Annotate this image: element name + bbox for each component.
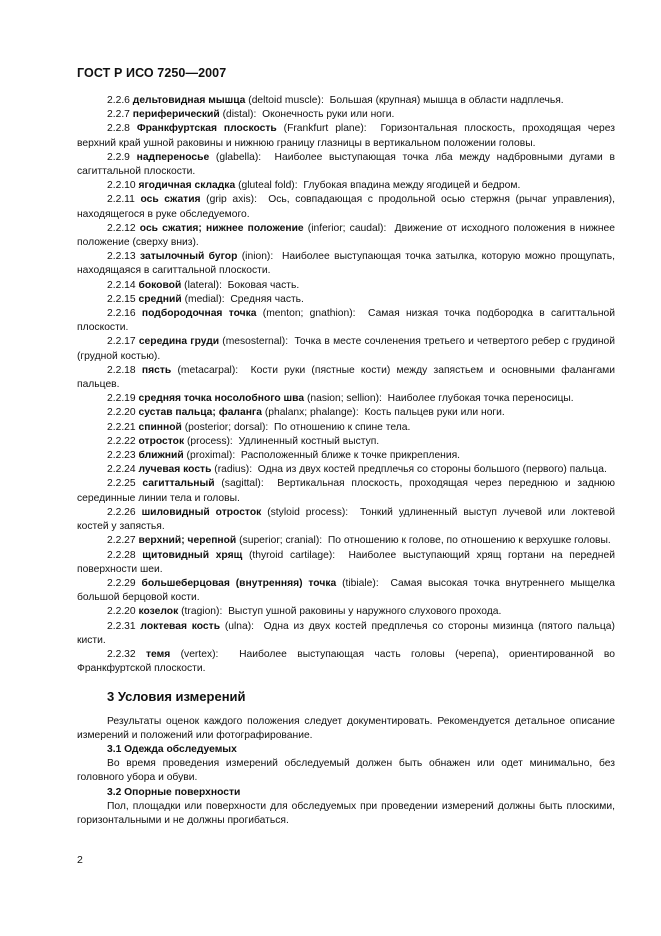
definition-text: Оконечность руки или ноги.: [262, 109, 395, 121]
definition-item: [77, 506, 615, 534]
definition-term: лучевая кость: [138, 464, 212, 476]
definition-english: (menton; gnathion):: [262, 308, 356, 320]
definition-item: [77, 108, 615, 122]
definition-text: Выступ ушной раковины у наружного слухового прохода.: [228, 606, 502, 618]
definition-text: Самая высокая точка внутреннего мыщелка большой берцовой кости.: [77, 577, 615, 604]
definition-number: 2.2.28: [107, 549, 136, 561]
definition-number: 2.2.18: [107, 364, 136, 376]
definition-number: 2.2.27: [107, 535, 136, 547]
definition-item: [77, 364, 615, 392]
definition-text: Большая (крупная) мышца в области надплечья.: [329, 95, 564, 106]
definition-item: [77, 94, 615, 108]
definition-term: ягодичная складка: [138, 180, 236, 192]
definition-english: (Frankfurt plane):: [283, 123, 367, 135]
definition-number: 2.2.24: [107, 464, 136, 476]
definition-english: (grip axis):: [206, 194, 257, 206]
definition-term: средняя точка носолобного шва: [138, 393, 305, 405]
definition-number: 2.2.26: [107, 506, 136, 518]
document-body: [77, 94, 615, 828]
definition-number: 2.2.31: [107, 620, 136, 632]
definition-item: [77, 335, 615, 363]
definition-text: Тонкий удлиненный выступ лучевой или локтевой костей у запястья.: [77, 506, 615, 533]
definition-text: Движение от исходного положения в нижнее положение (сверху вниз).: [77, 222, 616, 249]
definition-text: Боковая часть.: [227, 279, 300, 291]
definition-text: Наиболее выступающая точка лба между надбровными дугами в сагиттальной плоскости.: [77, 151, 615, 178]
subsection-3-1-title: 3.1 Одежда обследуемых: [107, 743, 237, 755]
definition-text: Вертикальная плоскость, проходящая через переднюю и заднюю серединные линии тела и головы.: [77, 478, 615, 504]
definition-number: 2.2.22: [107, 435, 136, 447]
definition-english: (gluteal fold):: [238, 180, 298, 192]
definition-term: надпереносье: [136, 151, 210, 163]
subsection-3-2-title: 3.2 Опорные поверхности: [107, 786, 241, 798]
definition-english: (styloid process):: [267, 506, 349, 518]
definition-english: (ulna):: [224, 620, 254, 632]
definition-term: верхний; черепной: [138, 535, 237, 547]
definition-item: [77, 193, 615, 221]
definition-item: [77, 122, 615, 150]
definition-item: [77, 435, 615, 449]
definition-text: Наиболее выступающая часть головы (черепа), ориентированной во Франкфуртской плоскости.: [77, 648, 615, 675]
definition-text: Одна из двух костей предплечья со стороны мизинца (пятого пальца) кисти.: [77, 620, 615, 646]
definition-number: 2.2.12: [107, 222, 136, 234]
definition-english: (lateral):: [184, 279, 222, 291]
definition-term: боковой: [138, 279, 182, 291]
definition-term: средний: [138, 293, 182, 305]
definition-english: (deltoid muscle):: [248, 95, 324, 106]
definition-text: Наиболее выступающая точка затылка, которую можно прощупать, находящаяся в сагиттальной плоскости.: [77, 251, 615, 277]
definition-english: (inferior; caudal):: [307, 222, 387, 234]
definition-number: 2.2.7: [107, 109, 130, 121]
definition-text: Глубокая впадина между ягодицей и бедром.: [303, 180, 521, 192]
definition-number: 2.2.25: [107, 478, 136, 490]
definition-item: [77, 477, 615, 505]
definition-term: большеберцовая (внутренняя) точка: [141, 577, 337, 589]
definition-term: периферический: [132, 109, 220, 121]
definition-number: 2.2.32: [107, 648, 136, 660]
definition-text: Горизонтальная плоскость, проходящая через верхний край ушной раковины и нижнюю границу глазницы в вертикальном положении головы.: [77, 123, 615, 149]
definition-text: Самая низкая точка подбородка в сагиттальной плоскости.: [77, 308, 615, 334]
definition-item: [77, 179, 615, 193]
definition-text: По отношению к спине тела.: [274, 421, 411, 433]
definition-item: [77, 620, 615, 648]
definition-text: Кость пальцев руки или ноги.: [364, 407, 505, 419]
definition-item: [77, 293, 615, 307]
section-3-title: 3 Условия измерений: [107, 689, 246, 705]
definition-term: пясть: [141, 364, 172, 376]
definition-number: 2.2.19: [107, 393, 136, 405]
definition-number: 2.2.13: [107, 251, 136, 263]
definition-number: 2.2.21: [107, 421, 136, 433]
definition-english: (proximal):: [186, 450, 236, 462]
definition-term: затылочный бугор: [140, 251, 238, 263]
definition-item: [77, 605, 615, 619]
definition-term: щитовидный хрящ: [142, 549, 243, 561]
definition-english: (glabella):: [215, 151, 262, 163]
definition-text: Одна из двух костей предплечья со стороны большого (первого) пальца.: [257, 464, 607, 476]
definition-english: (sagittal):: [221, 478, 264, 490]
definition-term: темя: [146, 648, 171, 660]
definition-term: ось сжатия: [140, 194, 201, 206]
definition-term: середина груди: [138, 336, 220, 348]
definition-item: [77, 648, 615, 676]
definition-item: [77, 406, 615, 420]
definition-text: Наиболее глубокая точка переносицы.: [387, 393, 574, 405]
definition-english: (process):: [187, 435, 233, 447]
definition-item: [77, 279, 615, 293]
definition-item: [77, 392, 615, 406]
definition-text: Удлиненный костный выступ.: [238, 435, 380, 447]
definition-item: [77, 222, 615, 250]
definition-text: По отношению к голове, по отношению к верхушке головы.: [327, 535, 611, 547]
definition-term: шиловидный отросток: [141, 506, 262, 518]
definition-english: (vertex):: [180, 648, 219, 660]
definition-item: [77, 534, 615, 548]
definition-english: (superior; cranial):: [239, 535, 323, 547]
definition-text: Наиболее выступающий хрящ гортани на передней поверхности шеи.: [77, 549, 615, 575]
definition-item: [77, 421, 615, 435]
definition-english: (tragion):: [181, 606, 223, 618]
definition-english: (mesosternal):: [222, 336, 289, 348]
definition-term: локтевая кость: [140, 620, 221, 632]
page-number: 2: [77, 854, 83, 866]
definition-item: [77, 449, 615, 463]
definition-text: Расположенный ближе к точке прикрепления.: [240, 450, 461, 462]
definition-english: (distal):: [222, 109, 257, 121]
definition-english: (phalanx; phalange):: [264, 407, 359, 419]
definition-number: 2.2.29: [107, 577, 136, 589]
definition-english: (posterior; dorsal):: [184, 421, 269, 433]
definition-item: [77, 250, 615, 278]
definition-term: ближний: [138, 450, 184, 462]
definition-number: 2.2.23: [107, 450, 136, 462]
definition-number: 2.2.15: [107, 293, 136, 305]
definition-english: (medial):: [184, 293, 225, 305]
definition-english: (thyroid cartilage):: [248, 549, 336, 561]
definition-english: (radius):: [214, 464, 253, 476]
definition-english: (inion):: [241, 251, 274, 263]
definition-term: сустав пальца; фаланга: [138, 407, 262, 419]
subsection-3-2-text: Пол, площадки или поверхности для обследуемых при проведении измерений должны быть плоскими, горизонтальными и не должны прогибаться.: [77, 800, 615, 826]
definition-number: 2.2.10: [107, 180, 136, 192]
definition-item: [77, 577, 615, 605]
definition-term: подбородочная точка: [141, 308, 257, 320]
definition-text: Ось, совпадающая с продольной осью стержня (рычаг управления), находящегося в руке обследуемого.: [77, 194, 615, 220]
subsection-3-1-text: Во время проведения измерений обследуемый должен быть обнажен или одет минимально, без головного убора и обуви.: [77, 758, 615, 784]
definition-english: (nasion; sellion):: [306, 393, 382, 405]
definitions-list: [77, 94, 615, 676]
definition-number: 2.2.6: [107, 95, 130, 106]
definition-term: сагиттальный: [142, 478, 215, 490]
definition-number: 2.2.17: [107, 336, 136, 348]
definition-number: 2.2.16: [107, 308, 136, 320]
definition-term: спинной: [138, 421, 182, 433]
definition-term: козелок: [138, 606, 179, 618]
definition-text: Средняя часть.: [230, 293, 304, 305]
definition-number: 2.2.9: [107, 151, 130, 163]
definition-text: Точка в месте сочленения третьего и четвертого ребер с грудиной (грудной костью).: [77, 336, 615, 362]
definition-term: ось сжатия; нижнее положение: [139, 222, 304, 234]
definition-item: [77, 549, 615, 577]
definition-item: [77, 307, 615, 335]
definition-term: дельтовидная мышца: [132, 95, 246, 106]
definition-number: 2.2.14: [107, 279, 136, 291]
definition-item: [77, 151, 615, 179]
definition-term: отросток: [138, 435, 185, 447]
definition-number: 2.2.20: [107, 407, 136, 419]
definition-item: [77, 463, 615, 477]
definition-number: 2.2.11: [107, 194, 135, 206]
definition-number: 2.2.8: [107, 123, 130, 135]
definition-number: 2.2.20: [107, 606, 136, 618]
section-3-intro: Результаты оценок каждого положения следует документировать. Рекомендуется детальное описание измерений и положений или фотографирование.: [77, 715, 615, 741]
definition-text: Кости руки (пястные кости) между запястьем и основными фалангами пальцев.: [77, 364, 615, 391]
document-header: ГОСТ Р ИСО 7250—2007: [77, 66, 227, 80]
definition-english: (metacarpal):: [177, 364, 239, 376]
definition-english: (tibiale):: [342, 577, 379, 589]
definition-term: Франкфуртская плоскость: [136, 123, 277, 135]
